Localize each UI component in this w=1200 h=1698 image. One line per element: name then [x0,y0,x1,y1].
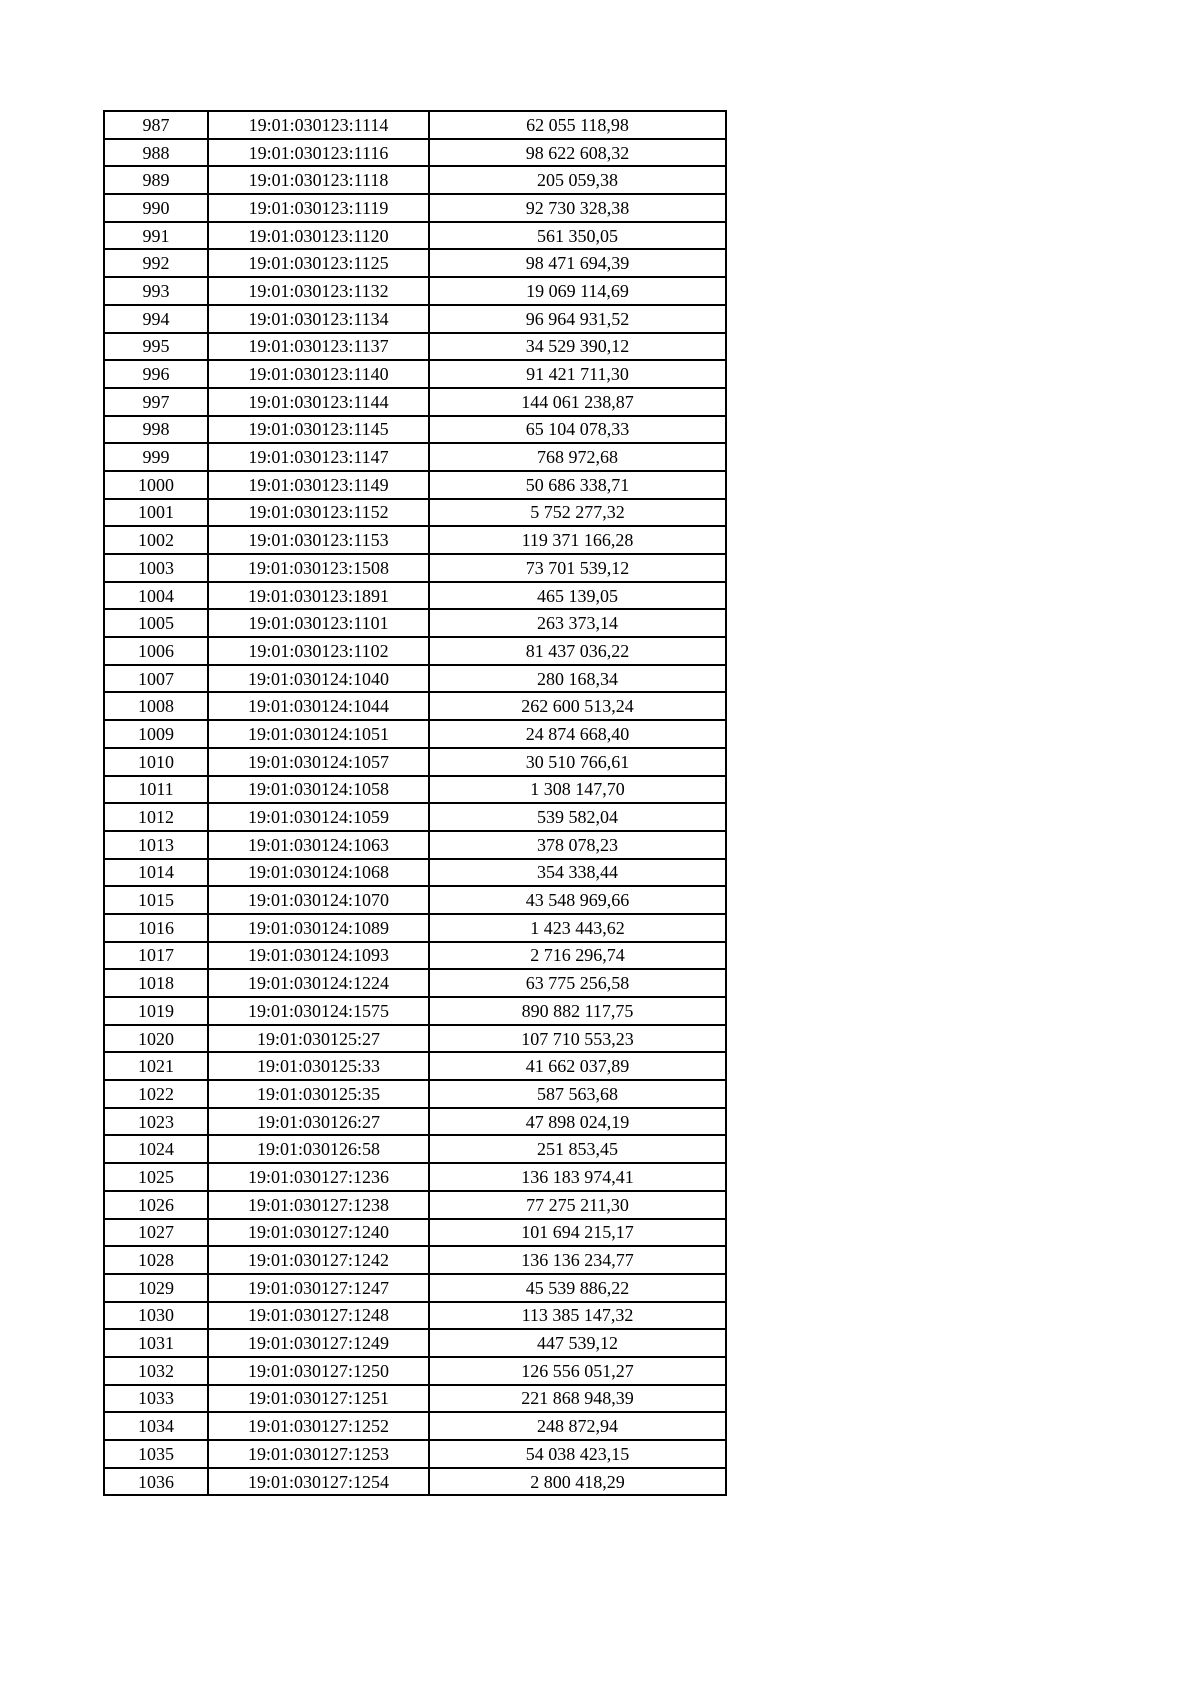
row-number-cell: 996 [104,360,208,388]
table-row [104,1468,726,1496]
table-row [104,1246,726,1274]
table-row [104,166,726,194]
table-row [104,637,726,665]
cadastral-value-cell: 539 582,04 [429,803,726,831]
cadastral-number-cell: 19:01:030123:1119 [208,194,429,222]
table-row [104,1412,726,1440]
cadastral-value-cell: 144 061 238,87 [429,388,726,416]
cadastral-value-cell: 561 350,05 [429,222,726,250]
row-number-cell: 997 [104,388,208,416]
table-row [104,803,726,831]
cadastral-number-cell: 19:01:030123:1118 [208,166,429,194]
row-number-cell: 1012 [104,803,208,831]
cadastral-number-cell: 19:01:030124:1089 [208,914,429,942]
table-row [104,1080,726,1108]
row-number-cell: 1007 [104,665,208,693]
cadastral-value-cell: 1 308 147,70 [429,776,726,804]
row-number-cell: 1024 [104,1135,208,1163]
cadastral-value-cell: 41 662 037,89 [429,1052,726,1080]
row-number-cell: 1030 [104,1302,208,1330]
table-row [104,1163,726,1191]
cadastral-number-cell: 19:01:030127:1238 [208,1191,429,1219]
row-number-cell: 1015 [104,886,208,914]
table-row [104,1191,726,1219]
cadastral-value-cell: 45 539 886,22 [429,1274,726,1302]
cadastral-value-cell: 19 069 114,69 [429,277,726,305]
cadastral-number-cell: 19:01:030124:1093 [208,942,429,970]
table-row [104,333,726,361]
table-row [104,1302,726,1330]
row-number-cell: 1027 [104,1219,208,1247]
row-number-cell: 1000 [104,471,208,499]
row-number-cell: 1028 [104,1246,208,1274]
cadastral-number-cell: 19:01:030123:1134 [208,305,429,333]
cadastral-value-cell: 98 471 694,39 [429,249,726,277]
cadastral-number-cell: 19:01:030124:1044 [208,692,429,720]
cadastral-value-cell: 62 055 118,98 [429,111,726,139]
row-number-cell: 999 [104,443,208,471]
cadastral-value-cell: 63 775 256,58 [429,969,726,997]
cadastral-value-cell: 465 139,05 [429,582,726,610]
row-number-cell: 994 [104,305,208,333]
cadastral-value-cell: 81 437 036,22 [429,637,726,665]
row-number-cell: 1003 [104,554,208,582]
cadastral-number-cell: 19:01:030127:1247 [208,1274,429,1302]
cadastral-number-cell: 19:01:030123:1153 [208,526,429,554]
cadastral-number-cell: 19:01:030127:1251 [208,1385,429,1413]
table-row [104,305,726,333]
table-row [104,249,726,277]
row-number-cell: 1021 [104,1052,208,1080]
table-row [104,554,726,582]
table-row [104,1135,726,1163]
cadastral-value-cell: 1 423 443,62 [429,914,726,942]
table-row [104,222,726,250]
table-row [104,277,726,305]
row-number-cell: 1020 [104,1025,208,1053]
row-number-cell: 1033 [104,1385,208,1413]
cadastral-value-cell: 30 510 766,61 [429,748,726,776]
cadastral-value-cell: 54 038 423,15 [429,1440,726,1468]
table-row [104,1274,726,1302]
cadastral-number-cell: 19:01:030125:27 [208,1025,429,1053]
table-row [104,1329,726,1357]
cadastral-number-cell: 19:01:030123:1145 [208,416,429,444]
cadastral-number-cell: 19:01:030123:1149 [208,471,429,499]
row-number-cell: 1017 [104,942,208,970]
table-row [104,692,726,720]
cadastral-value-cell: 101 694 215,17 [429,1219,726,1247]
table-row [104,665,726,693]
table-row [104,1440,726,1468]
row-number-cell: 1016 [104,914,208,942]
cadastral-value-table [103,110,727,1496]
table-row [104,1108,726,1136]
table-row [104,582,726,610]
cadastral-value-cell: 126 556 051,27 [429,1357,726,1385]
row-number-cell: 1036 [104,1468,208,1496]
table-row [104,831,726,859]
row-number-cell: 1008 [104,692,208,720]
cadastral-number-cell: 19:01:030124:1058 [208,776,429,804]
row-number-cell: 1018 [104,969,208,997]
cadastral-value-cell: 221 868 948,39 [429,1385,726,1413]
row-number-cell: 995 [104,333,208,361]
cadastral-value-cell: 73 701 539,12 [429,554,726,582]
cadastral-number-cell: 19:01:030123:1508 [208,554,429,582]
cadastral-number-cell: 19:01:030126:27 [208,1108,429,1136]
row-number-cell: 1011 [104,776,208,804]
cadastral-number-cell: 19:01:030124:1063 [208,831,429,859]
table-row [104,997,726,1025]
cadastral-number-cell: 19:01:030123:1132 [208,277,429,305]
cadastral-number-cell: 19:01:030123:1120 [208,222,429,250]
row-number-cell: 993 [104,277,208,305]
cadastral-value-cell: 136 183 974,41 [429,1163,726,1191]
row-number-cell: 1025 [104,1163,208,1191]
cadastral-number-cell: 19:01:030123:1101 [208,609,429,637]
cadastral-value-cell: 136 136 234,77 [429,1246,726,1274]
cadastral-value-cell: 107 710 553,23 [429,1025,726,1053]
row-number-cell: 1013 [104,831,208,859]
cadastral-number-cell: 19:01:030125:35 [208,1080,429,1108]
row-number-cell: 998 [104,416,208,444]
cadastral-value-cell: 96 964 931,52 [429,305,726,333]
row-number-cell: 1023 [104,1108,208,1136]
table-row [104,1025,726,1053]
cadastral-number-cell: 19:01:030123:1125 [208,249,429,277]
row-number-cell: 1034 [104,1412,208,1440]
row-number-cell: 1009 [104,720,208,748]
row-number-cell: 989 [104,166,208,194]
cadastral-value-cell: 768 972,68 [429,443,726,471]
row-number-cell: 1031 [104,1329,208,1357]
cadastral-value-cell: 587 563,68 [429,1080,726,1108]
cadastral-value-cell: 890 882 117,75 [429,997,726,1025]
table-row [104,1385,726,1413]
cadastral-number-cell: 19:01:030127:1242 [208,1246,429,1274]
row-number-cell: 1004 [104,582,208,610]
table-row [104,1357,726,1385]
table-body [104,111,726,1495]
cadastral-number-cell: 19:01:030127:1240 [208,1219,429,1247]
table-row [104,609,726,637]
row-number-cell: 1029 [104,1274,208,1302]
cadastral-value-cell: 50 686 338,71 [429,471,726,499]
row-number-cell: 1006 [104,637,208,665]
cadastral-value-cell: 2 800 418,29 [429,1468,726,1496]
row-number-cell: 990 [104,194,208,222]
cadastral-number-cell: 19:01:030123:1116 [208,139,429,167]
cadastral-number-cell: 19:01:030123:1152 [208,499,429,527]
table-row [104,360,726,388]
table-row [104,776,726,804]
cadastral-number-cell: 19:01:030123:1891 [208,582,429,610]
cadastral-value-cell: 119 371 166,28 [429,526,726,554]
cadastral-number-cell: 19:01:030124:1059 [208,803,429,831]
table-row [104,886,726,914]
cadastral-number-cell: 19:01:030127:1249 [208,1329,429,1357]
cadastral-value-cell: 251 853,45 [429,1135,726,1163]
cadastral-value-cell: 447 539,12 [429,1329,726,1357]
row-number-cell: 1022 [104,1080,208,1108]
row-number-cell: 992 [104,249,208,277]
cadastral-value-cell: 47 898 024,19 [429,1108,726,1136]
row-number-cell: 991 [104,222,208,250]
table-row [104,1052,726,1080]
row-number-cell: 1026 [104,1191,208,1219]
cadastral-value-cell: 24 874 668,40 [429,720,726,748]
cadastral-number-cell: 19:01:030124:1224 [208,969,429,997]
cadastral-value-cell: 280 168,34 [429,665,726,693]
table-row [104,859,726,887]
row-number-cell: 987 [104,111,208,139]
cadastral-value-cell: 263 373,14 [429,609,726,637]
cadastral-number-cell: 19:01:030124:1040 [208,665,429,693]
cadastral-value-cell: 34 529 390,12 [429,333,726,361]
cadastral-number-cell: 19:01:030125:33 [208,1052,429,1080]
table-row [104,111,726,139]
cadastral-value-cell: 91 421 711,30 [429,360,726,388]
row-number-cell: 1032 [104,1357,208,1385]
cadastral-number-cell: 19:01:030124:1068 [208,859,429,887]
row-number-cell: 988 [104,139,208,167]
cadastral-number-cell: 19:01:030123:1137 [208,333,429,361]
cadastral-number-cell: 19:01:030127:1248 [208,1302,429,1330]
table-row [104,443,726,471]
cadastral-number-cell: 19:01:030127:1236 [208,1163,429,1191]
table-row [104,139,726,167]
cadastral-number-cell: 19:01:030124:1070 [208,886,429,914]
cadastral-value-cell: 43 548 969,66 [429,886,726,914]
cadastral-value-cell: 262 600 513,24 [429,692,726,720]
row-number-cell: 1001 [104,499,208,527]
cadastral-value-cell: 113 385 147,32 [429,1302,726,1330]
table-row [104,942,726,970]
cadastral-value-cell: 205 059,38 [429,166,726,194]
row-number-cell: 1005 [104,609,208,637]
cadastral-number-cell: 19:01:030123:1102 [208,637,429,665]
cadastral-value-cell: 77 275 211,30 [429,1191,726,1219]
row-number-cell: 1010 [104,748,208,776]
cadastral-number-cell: 19:01:030127:1253 [208,1440,429,1468]
cadastral-number-cell: 19:01:030123:1114 [208,111,429,139]
table-row [104,914,726,942]
table-row [104,969,726,997]
cadastral-number-cell: 19:01:030123:1147 [208,443,429,471]
table-row [104,720,726,748]
cadastral-number-cell: 19:01:030123:1140 [208,360,429,388]
cadastral-number-cell: 19:01:030127:1254 [208,1468,429,1496]
table-row [104,748,726,776]
cadastral-number-cell: 19:01:030127:1250 [208,1357,429,1385]
row-number-cell: 1019 [104,997,208,1025]
cadastral-number-cell: 19:01:030124:1051 [208,720,429,748]
row-number-cell: 1002 [104,526,208,554]
cadastral-number-cell: 19:01:030127:1252 [208,1412,429,1440]
table-row [104,1219,726,1247]
row-number-cell: 1035 [104,1440,208,1468]
cadastral-number-cell: 19:01:030126:58 [208,1135,429,1163]
table-row [104,499,726,527]
table-row [104,416,726,444]
cadastral-value-cell: 248 872,94 [429,1412,726,1440]
cadastral-number-cell: 19:01:030124:1057 [208,748,429,776]
table-row [104,526,726,554]
cadastral-value-cell: 98 622 608,32 [429,139,726,167]
table-row [104,471,726,499]
cadastral-value-cell: 5 752 277,32 [429,499,726,527]
cadastral-value-cell: 2 716 296,74 [429,942,726,970]
table-row [104,388,726,416]
cadastral-number-cell: 19:01:030124:1575 [208,997,429,1025]
cadastral-value-cell: 378 078,23 [429,831,726,859]
table-row [104,194,726,222]
cadastral-value-cell: 65 104 078,33 [429,416,726,444]
cadastral-value-cell: 92 730 328,38 [429,194,726,222]
cadastral-number-cell: 19:01:030123:1144 [208,388,429,416]
row-number-cell: 1014 [104,859,208,887]
cadastral-value-cell: 354 338,44 [429,859,726,887]
